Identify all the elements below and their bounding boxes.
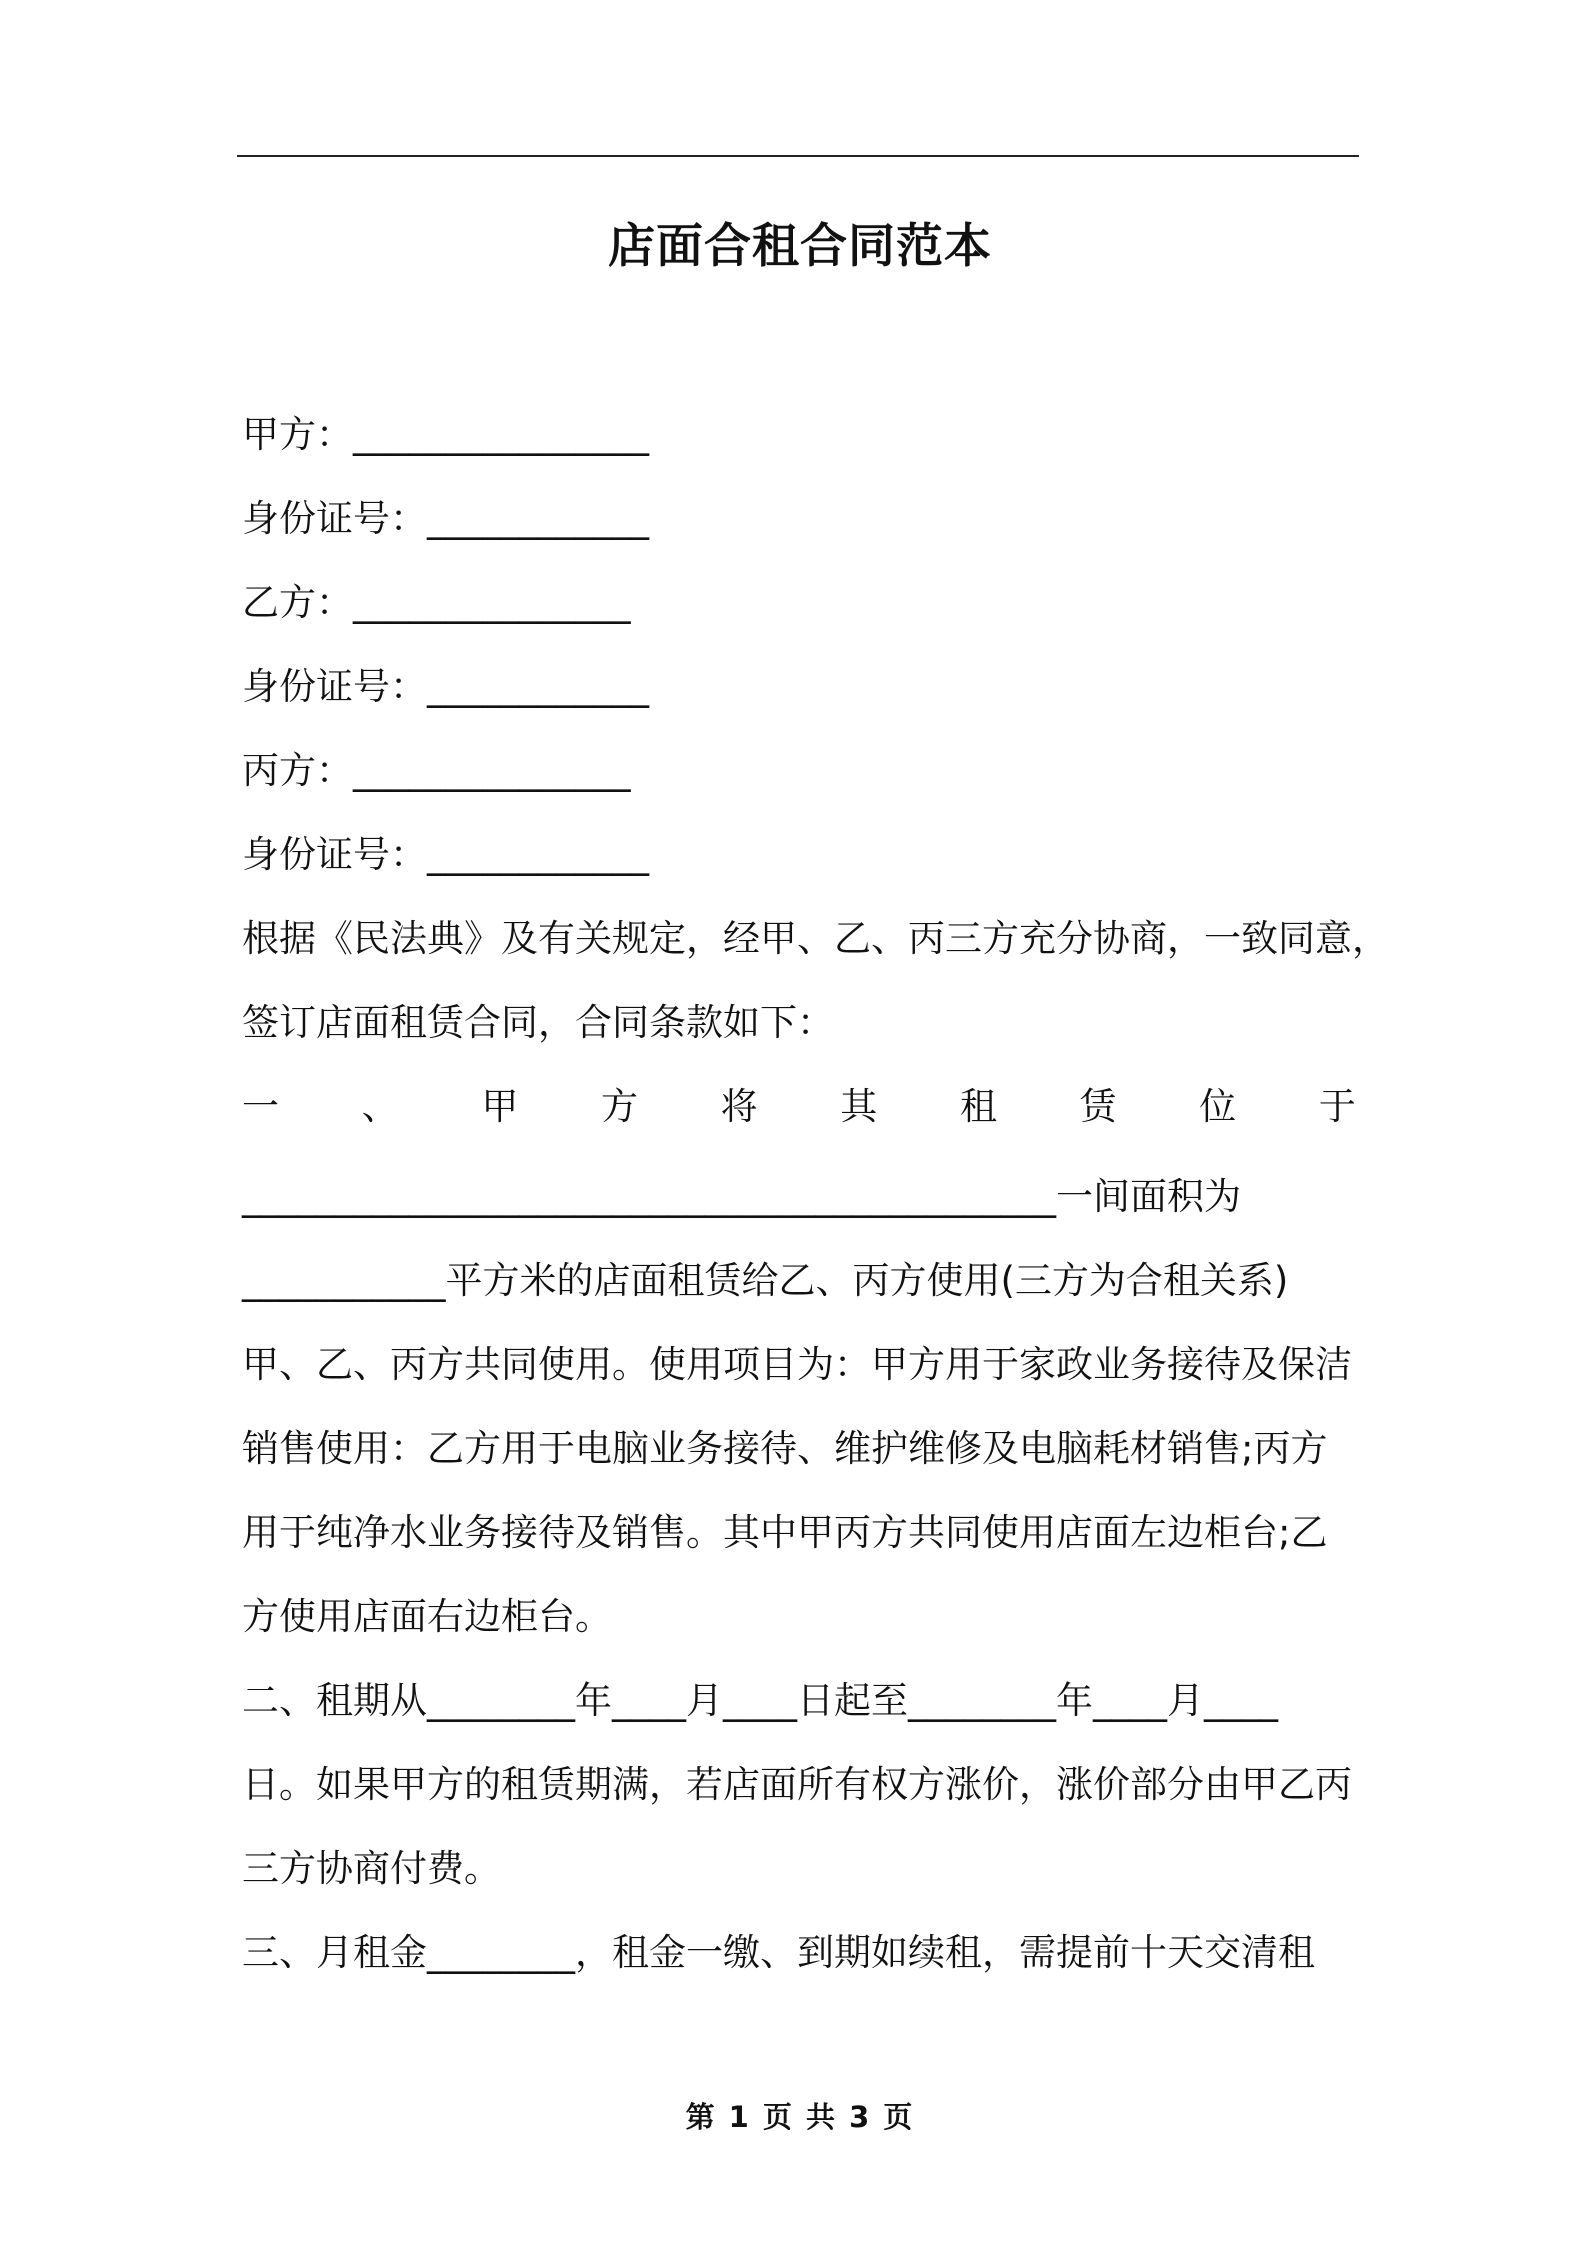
party-b-id-line: 身份证号：____________ [242,665,649,708]
intro-line-2: 签订店面租赁合同，合同条款如下： [242,1001,834,1044]
clause1-line-3: 甲、乙、丙方共同使用。使用项目为：甲方用于家政业务接待及保洁 [242,1343,1352,1386]
clause3-line-1: 三、月租金________，租金一缴、到期如续租，需提前十天交清租 [242,1931,1315,1974]
page-footer: 第 1 页 共 3 页 [685,2100,915,2134]
clause1-line-2: ___________平方米的店面租赁给乙、丙方使用(三方为合租关系) [242,1259,1289,1302]
party-c-id-line: 身份证号：____________ [242,833,649,876]
clause1-first-line [242,1077,1356,1137]
clause1-line-1: ____________________________________________一间面积为 [242,1175,1241,1218]
clause1-char: 甲 [481,1085,519,1128]
clause1-char: 将 [720,1085,758,1128]
clause1-char: 一 [242,1085,279,1128]
clause1-line-4: 销售使用：乙方用于电脑业务接待、维护维修及电脑耗材销售;丙方 [242,1427,1328,1470]
clause2-line-3: 三方协商付费。 [242,1847,501,1890]
clause1-char: 、 [361,1085,399,1128]
clause1-char: 租 [959,1085,997,1128]
clause1-char: 于 [1318,1085,1356,1128]
clause1-char: 位 [1199,1085,1237,1128]
intro-line-1: 根据《民法典》及有关规定，经甲、乙、丙三方充分协商，一致同意， [242,917,1389,960]
clause2-line-2: 日。如果甲方的租赁期满，若店面所有权方涨价，涨价部分由甲乙丙 [242,1763,1352,1806]
document-title: 店面合租合同范本 [608,219,992,274]
clause2-line-1: 二、租期从________年____月____日起至________年____月____ [242,1679,1278,1722]
clause1-line-5: 用于纯净水业务接待及销售。其中甲丙方共同使用店面左边柜台;乙 [242,1511,1328,1554]
clause1-line-6: 方使用店面右边柜台。 [242,1595,612,1638]
party-b-line: 乙方：_______________ [242,581,631,624]
clause1-char: 其 [840,1085,878,1128]
party-c-line: 丙方：_______________ [242,749,631,792]
party-a-id-line: 身份证号：____________ [242,497,649,540]
header-rule [237,155,1359,157]
clause1-char: 方 [600,1085,638,1128]
clause1-char: 赁 [1079,1085,1117,1128]
party-a-line: 甲方：________________ [242,413,649,456]
